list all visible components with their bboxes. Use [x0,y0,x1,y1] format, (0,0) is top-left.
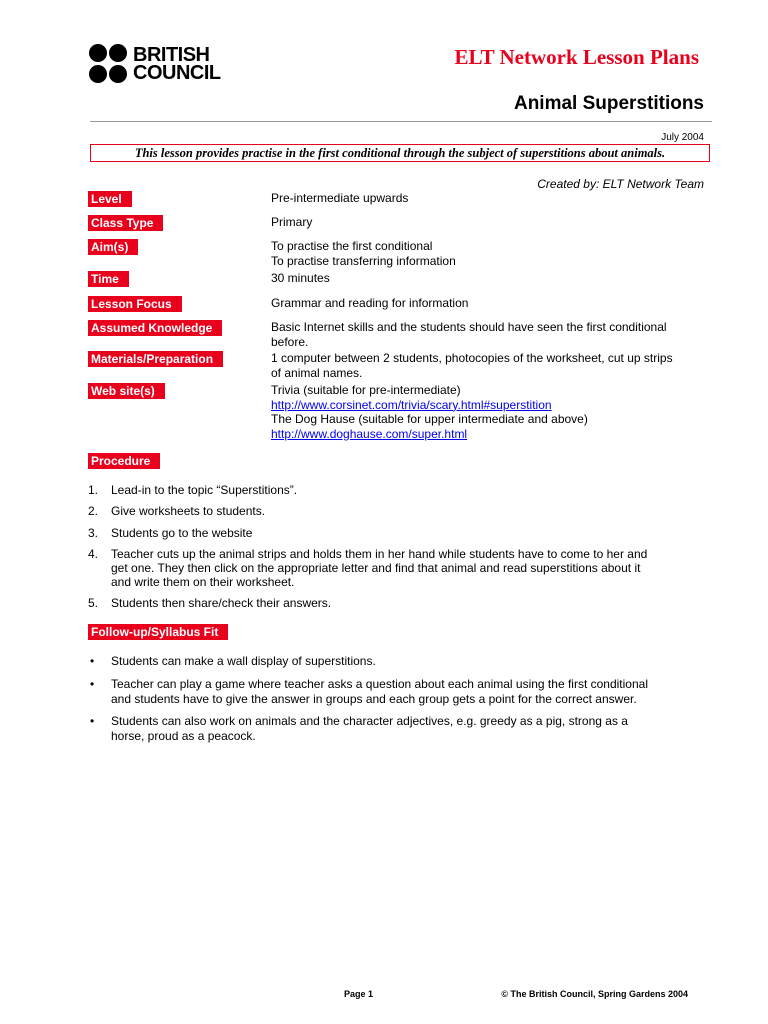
label-web-sites: Web site(s) [88,383,165,399]
value-aims: To practise the first conditional To practise transferring information [271,239,456,268]
label-materials-preparation: Materials/Preparation [88,351,223,367]
label-assumed-knowledge: Assumed Knowledge [88,320,222,336]
program-title: ELT Network Lesson Plans [454,45,699,69]
value-time: 30 minutes [271,271,330,285]
logo-line-1: BRITISH [133,44,210,66]
value-lesson-focus: Grammar and reading for information [271,296,469,310]
label-time: Time [88,271,129,287]
label-lesson-focus: Lesson Focus [88,296,182,312]
copyright: © The British Council, Spring Gardens 2004 [501,989,688,999]
link-doghause[interactable]: http://www.doghause.com/super.html [271,426,468,441]
value-class-type: Primary [271,215,313,229]
label-procedure: Procedure [88,453,160,469]
label-follow-up: Follow-up/Syllabus Fit [88,624,228,640]
label-aims: Aim(s) [88,239,138,255]
lesson-summary: This lesson provides practise in the first conditional through the subject of superstitions about animals. [90,144,710,162]
page-number: Page 1 [344,989,374,999]
created-by: Created by: ELT Network Team [537,177,704,191]
british-council-logo [89,44,221,84]
value-web-sites: Trivia (suitable for pre-intermediate) http://www.corsinet.com/trivia/scary.html#superstition The Dog Hause (suitable for upper intermediate and above) http://www.doghause.com/super.html [271,383,711,441]
value-materials-preparation: 1 computer between 2 students, photocopies of the worksheet, cut up strips of animal names. [271,351,673,380]
header-divider [90,121,712,122]
link-corsinet[interactable]: http://www.corsinet.com/trivia/scary.html#superstition [271,397,552,412]
page-title: Animal Superstitions [513,93,704,114]
publication-date: July 2004 [661,132,704,143]
logo-line-2: COUNCIL [133,62,221,84]
logo-dots-icon [89,44,129,84]
value-level: Pre-intermediate upwards [271,191,409,205]
label-class-type: Class Type [88,215,163,231]
label-level: Level [88,191,132,207]
value-assumed-knowledge: Basic Internet skills and the students should have seen the first conditional before. [271,320,667,349]
